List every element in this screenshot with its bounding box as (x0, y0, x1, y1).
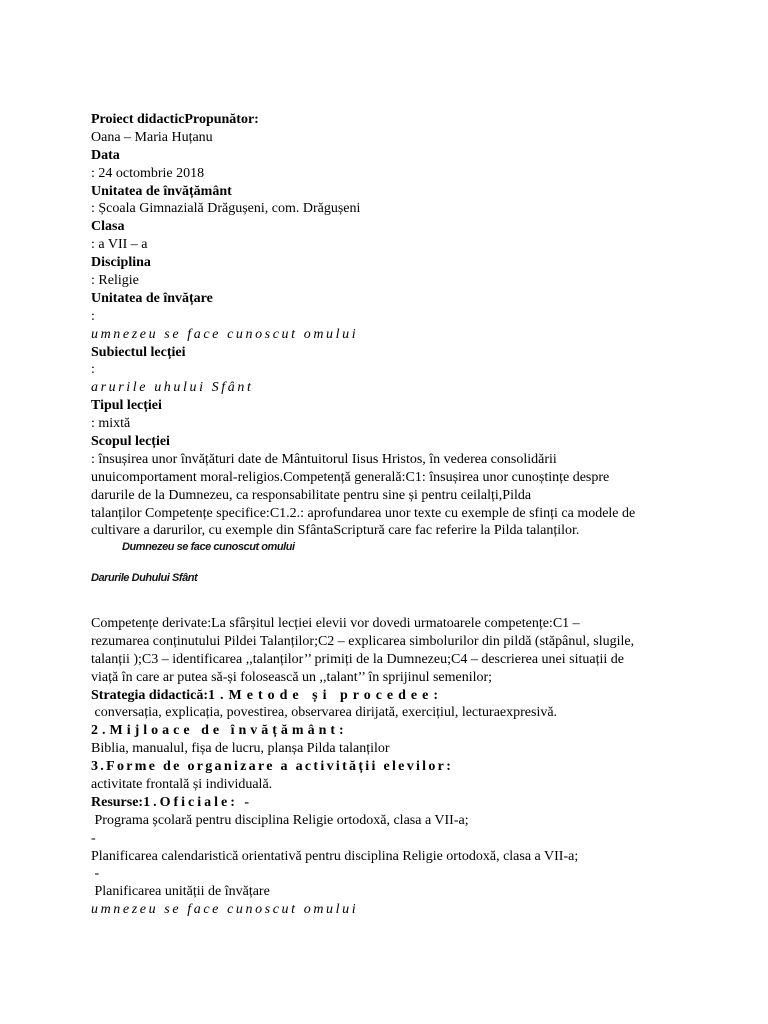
resource-item: Programa școlară pentru disciplina Religie ortodoxă, clasa a VII-a; (91, 812, 469, 828)
forms-text: activitate frontală și individuală. (91, 777, 273, 793)
lesson-subject-colon: : (91, 362, 95, 378)
means-heading: 2.Mijloace de învățământ: (91, 723, 348, 739)
lesson-purpose-line: unuicomportament moral-religios.Competență generală:C1: însușirea unor cunoștințe despre (91, 469, 610, 485)
resource-item: - (91, 866, 100, 882)
document-title: Proiect didacticPropunător: (91, 112, 259, 127)
lesson-subject-label: Subiectul lecției (91, 344, 186, 360)
lesson-type-value: : mixtă (91, 416, 131, 432)
resource-item: - (91, 830, 96, 846)
resource-item: Planificarea unității de învățare (91, 884, 270, 900)
lesson-title-inset: Darurile Duhului Sfânt (91, 572, 198, 584)
learning-unit-label: Unitatea de învățare (91, 290, 213, 306)
discipline-value: : Religie (91, 273, 139, 289)
lesson-header-section (91, 111, 731, 540)
resource-item: umnezeu se face cunoscut omului (91, 902, 359, 918)
lesson-details-section (91, 615, 731, 919)
resource-item: Planificarea calendaristică orientativă pentru disciplina Religie ortodoxă, clasa a VII-a; (91, 848, 579, 864)
class-value: : a VII – a (91, 237, 148, 253)
forms-heading: 3.Forme de organizare a activității elevilor: (91, 759, 454, 775)
derived-competency-line: viață în care ar putea să-și folosească un ,,talant’’ în sprijinul semenilor; (91, 669, 493, 685)
lesson-type-label: Tipul lecției (91, 398, 162, 414)
lesson-purpose-line: cultivare a darurilor, cu exemple din SfântaScriptură care fac referire la Pilda talanților. (91, 523, 580, 539)
derived-competency-line: talanții );C3 – identificarea ,,talanților’’ primiți de la Dumnezeu;C4 – descrierea unei situații de (91, 651, 624, 667)
learning-unit-colon: : (91, 308, 95, 324)
means-text: Biblia, manualul, fișa de lucru, planșa Pilda talanților (91, 741, 390, 757)
lesson-purpose-line: : însușirea unor învățături date de Mântuitorul Iisus Hristos, în vederea consolidării (91, 451, 557, 467)
lesson-purpose-line: talanților Competențe specifice:C1.2.: aprofundarea unor texte cu exemple de sfinți ca modele de (91, 505, 636, 521)
date-value: : 24 octombrie 2018 (91, 165, 205, 181)
methods-heading: 1.Metode și procedee: (208, 687, 444, 703)
derived-competency-line: rezumarea conținutului Pildei Talanților;C2 – explicarea simbolurilor din pildă (stăpânul, slugile, (91, 633, 635, 649)
strategy-label: Strategia didactică: (91, 687, 209, 703)
school-label: Unitatea de învățământ (91, 183, 232, 199)
resources-line (91, 794, 731, 812)
lesson-purpose-label: Scopul lecției (91, 434, 170, 450)
discipline-label: Disciplina (91, 255, 151, 271)
date-label: Data (91, 147, 120, 163)
class-label: Clasa (91, 219, 125, 235)
official-resources-heading: 1.Oficiale: - (143, 794, 253, 810)
author-name: Oana – Maria Huțanu (91, 129, 213, 145)
methods-text: conversația, explicația, povestirea, observarea dirijată, exercițiul, lecturaexpresivă. (91, 705, 558, 721)
unit-title-inset: Dumnezeu se face cunoscut omului (122, 541, 295, 553)
derived-competency-line: Competențe derivate:La sfârșitul lecției elevii vor dovedi urmatoarele competențe:C1 – (91, 616, 580, 631)
learning-unit-value: umnezeu se face cunoscut omului (91, 326, 359, 342)
lesson-subject-value: arurile uhului Sfânt (91, 380, 254, 396)
resources-label: Resurse: (91, 794, 144, 810)
lesson-purpose-line: darurile de la Dumnezeu, ca responsabilitate pentru sine și pentru ceilalți,Pilda (91, 487, 532, 503)
school-value: : Școala Gimnazială Drăgușeni, com. Drăgușeni (91, 201, 361, 217)
strategy-line (91, 687, 731, 705)
